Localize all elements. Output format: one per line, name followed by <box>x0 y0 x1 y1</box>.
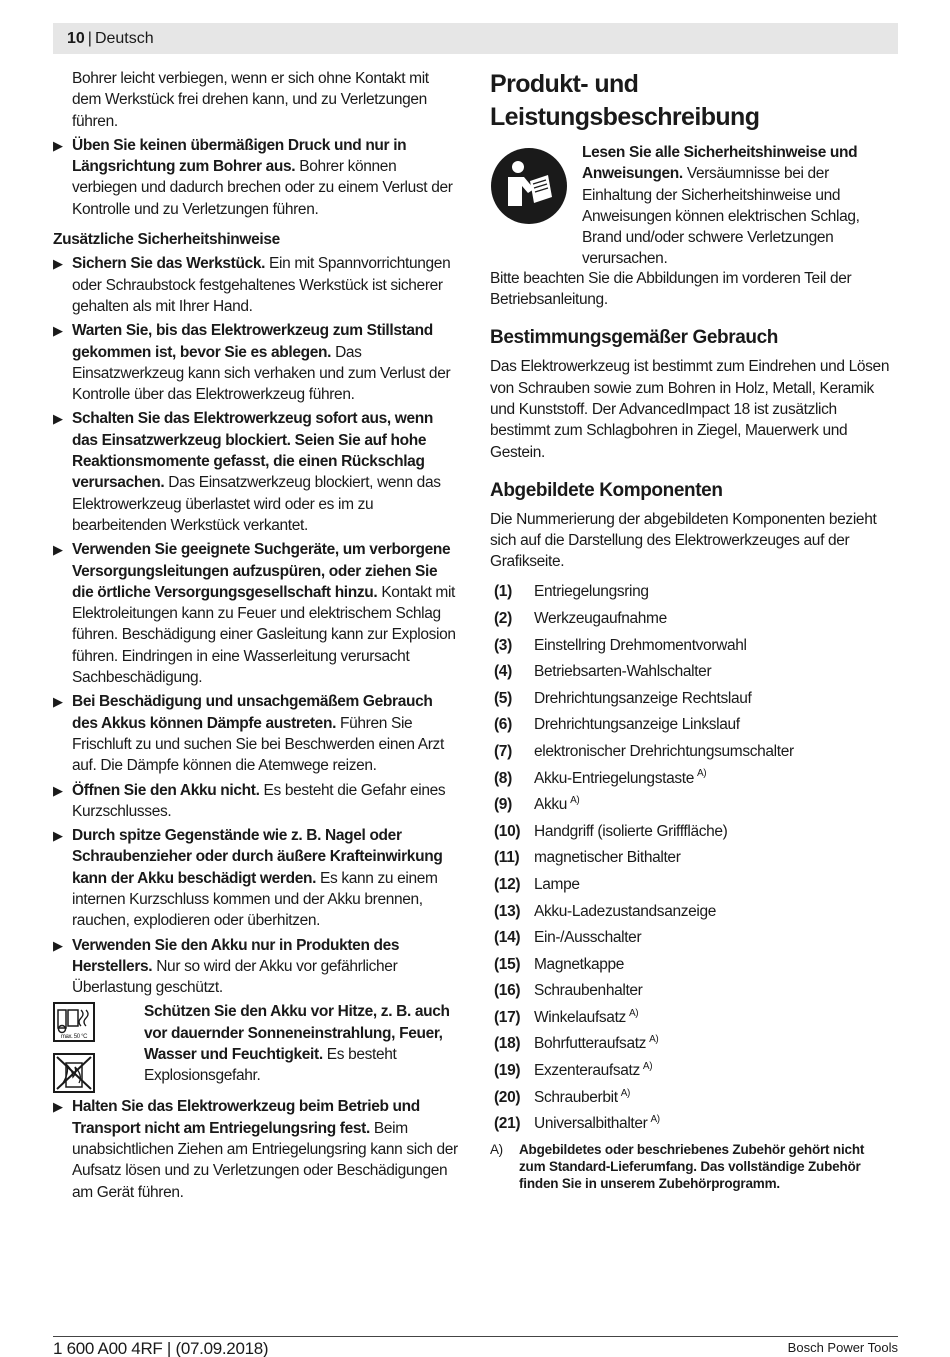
component-label <box>534 821 728 842</box>
component-label <box>534 714 740 735</box>
bullet-body-text: Bohrer können verbiegen und dadurch brechen oder zu einem Verlust der Kontrolle und zu Verletzungen führen. <box>72 158 453 218</box>
component-number: (12) <box>494 875 521 893</box>
header-separator: | <box>87 30 92 47</box>
bullet-triangle-icon: ▶ <box>53 411 63 427</box>
bullet-item <box>53 1096 458 1202</box>
bullet-body-text: Führen Sie Frischluft zu und suchen Sie bei Beschwerden einen Arzt auf. Die Dämpfe können die Atemwege reizen. <box>72 714 444 775</box>
component-label-text: Akku <box>534 796 568 814</box>
bullet-bold-text: Verwenden Sie geeignete Suchgeräte, um verborgene Versorgungsleitungen aufzuspüren, oder ziehen Sie die örtliche Versorgungsgesellschaft hinzu. <box>72 541 451 601</box>
component-label-text: Ein-/Ausschalter <box>534 929 642 947</box>
bullet-item <box>53 135 458 220</box>
battery-heat-icon <box>53 1002 95 1042</box>
component-label-text: Akku-Ladezustandsanzeige <box>534 902 717 920</box>
bullet-bold-text: Schalten Sie das Elektrowerkzeug sofort aus, wenn das Einsatzwerkzeug blockiert. Seien Sie auf hohe Reaktionsmomente gefasst, die einen Rückschlag verursachen. <box>72 410 433 492</box>
footnote-mark: A) <box>490 1142 503 1158</box>
read-manual-icon <box>490 147 568 225</box>
battery-warning <box>53 1001 458 1093</box>
component-label-text: Akku-Entriegelungstaste <box>534 769 694 787</box>
component-number: (13) <box>494 902 521 920</box>
component-number: (11) <box>494 849 520 867</box>
component-item <box>490 738 898 765</box>
component-item <box>490 845 898 872</box>
bullet-triangle-icon: ▶ <box>53 937 63 953</box>
bullet-triangle-icon: ▶ <box>53 323 63 339</box>
component-label-text: Bohrfutteraufsatz <box>534 1035 647 1053</box>
component-label <box>534 847 681 868</box>
component-label <box>534 1007 638 1028</box>
component-footnote-ref: A) <box>650 1114 660 1126</box>
component-item <box>490 818 898 845</box>
component-label <box>534 1113 660 1134</box>
component-label-text: Universalbithalter <box>534 1115 648 1133</box>
component-number: (9) <box>494 796 512 814</box>
components-list <box>490 579 898 1137</box>
component-number: (2) <box>494 609 512 627</box>
component-item <box>490 1111 898 1138</box>
component-number: (20) <box>494 1088 521 1106</box>
bullet-item <box>53 691 458 776</box>
component-label <box>534 901 716 922</box>
bullet-body-text: Es besteht die Gefahr eines Kurzschlusses. <box>72 781 446 820</box>
component-label <box>534 688 751 709</box>
bullet-triangle-icon: ▶ <box>53 694 63 710</box>
component-number: (17) <box>494 1008 521 1026</box>
bullet-body-text: Das Einsatzwerkzeug kann sich verhaken und zum Verlust der Kontrolle über das Elektrowerkzeug führen. <box>72 343 451 404</box>
subheading-safety: Zusätzliche Sicherheitshinweise <box>53 231 280 249</box>
component-label <box>534 1060 652 1081</box>
component-item <box>490 951 898 978</box>
footnote <box>490 1141 898 1192</box>
component-label <box>534 661 711 682</box>
footer-brand: Bosch Power Tools <box>787 1340 898 1355</box>
bullet-group-2 <box>53 253 458 998</box>
bullet-bold-text: Bei Beschädigung und unsachgemäßem Gebrauch des Akkus können Dämpfe austreten. <box>72 693 433 732</box>
bullet-body-text: Es kann zu einem internen Kurzschluss kommen und der Akku brennen, rauchen, explodieren oder überhitzen. <box>72 869 438 930</box>
bullet-body-text: Nur so wird der Akku vor gefährlicher Überlastung geschützt. <box>72 957 398 997</box>
bullet-item <box>53 935 458 999</box>
component-label-text: magnetischer Bithalter <box>534 849 681 867</box>
bullet-bold-text: Verwenden Sie den Akku nur in Produkten des Herstellers. <box>72 936 400 975</box>
component-number: (19) <box>494 1062 521 1080</box>
component-item <box>490 1004 898 1031</box>
footer-rule <box>53 1336 898 1337</box>
component-label-text: Drehrichtungsanzeige Linkslauf <box>534 716 740 734</box>
component-item <box>490 765 898 792</box>
bullet-bold-text: Üben Sie keinen übermäßigen Druck und nur in Längsrichtung zum Bohrer aus. <box>72 136 407 176</box>
no-fire-water-icon <box>53 1053 95 1093</box>
bullet-group-3 <box>53 1096 458 1202</box>
component-label-text: Drehrichtungsanzeige Rechtslauf <box>534 689 752 707</box>
component-label-text: Einstellring Drehmomentvorwahl <box>534 636 747 654</box>
component-number: (14) <box>494 929 521 947</box>
component-item <box>490 924 898 951</box>
battery-warning-text <box>144 1001 458 1086</box>
read-instructions-text <box>582 142 898 270</box>
component-label-text: Handgriff (isolierte Grifffläche) <box>534 822 728 840</box>
component-item <box>490 605 898 632</box>
component-label-text: Exzenteraufsatz <box>534 1062 640 1080</box>
footnote-text: Abgebildetes oder beschriebenes Zubehör gehört nicht zum Standard-Lieferumfang. Das vollständige Zubehör finden Sie in unserem Zubehörprogramm. <box>519 1142 865 1192</box>
component-label <box>534 581 649 602</box>
component-number: (21) <box>494 1115 521 1133</box>
component-label <box>534 794 579 815</box>
component-label <box>534 927 641 948</box>
section-title: Produkt- und Leistungsbeschreibung <box>490 70 760 131</box>
bullet-triangle-icon: ▶ <box>53 828 63 844</box>
bullet-bold-text: Warten Sie, bis das Elektrowerkzeug zum Stillstand gekommen ist, bevor Sie es ablegen. <box>72 322 433 361</box>
component-footnote-ref: A) <box>570 794 580 806</box>
component-number: (15) <box>494 955 521 973</box>
component-item <box>490 1084 898 1111</box>
component-number: (1) <box>494 583 512 601</box>
component-item <box>490 632 898 659</box>
component-number: (3) <box>494 636 512 654</box>
page-number: 10 <box>67 30 85 47</box>
bullet-triangle-icon: ▶ <box>53 256 63 272</box>
bullet-triangle-icon: ▶ <box>53 542 63 558</box>
bullet-item <box>53 539 458 688</box>
component-footnote-ref: A) <box>642 1060 653 1072</box>
component-label-text: Schraubenhalter <box>534 982 643 1000</box>
intended-use-text: Das Elektrowerkzeug ist bestimmt zum Eindrehen und Lösen von Schrauben sowie zum Bohren in Holz, Metall, Keramik und Kunststoff. Der AdvancedImpact 18 ist zusätzlich bestimmt zum Schlagbohren in Ziegel, Mauerwerk und Gestein. <box>490 358 890 461</box>
intended-use-heading: Bestimmungsgemäßer Gebrauch <box>490 327 779 349</box>
left-column <box>53 68 458 1203</box>
bullet-item <box>53 780 458 823</box>
component-label-text: Magnetkappe <box>534 955 625 973</box>
bullet-triangle-icon: ▶ <box>53 782 63 798</box>
header-language: Deutsch <box>94 30 154 47</box>
bullet-bold-text: Durch spitze Gegenstände wie z. B. Nagel oder Schraubenzieher oder durch äußere Krafteinwirkung kann der Akku beschädigt werden. <box>72 827 443 887</box>
read-instructions-block <box>490 142 898 270</box>
component-number: (5) <box>494 689 512 707</box>
battery-warning-rest: Es besteht Explosionsgefahr. <box>144 1046 397 1085</box>
component-item <box>490 898 898 925</box>
component-label-text: Werkzeugaufnahme <box>534 609 667 627</box>
components-heading: Abgebildete Komponenten <box>490 479 723 501</box>
component-label <box>534 954 624 975</box>
component-item <box>490 978 898 1005</box>
read-instructions-bold: Lesen Sie alle Sicherheitshinweise und Anweisungen. <box>582 144 858 183</box>
bullet-item <box>53 253 458 317</box>
footer-doc-id: 1 600 A00 4RF | (07.09.2018) <box>53 1339 269 1357</box>
components-intro: Die Nummerierung der abgebildeten Komponenten bezieht sich auf die Darstellung des Elektrowerkzeuges auf der Grafikseite. <box>490 510 877 571</box>
component-item <box>490 659 898 686</box>
component-item <box>490 792 898 819</box>
heat-icon-label: max. 50 °C <box>60 1034 88 1041</box>
component-footnote-ref: A) <box>628 1007 639 1019</box>
component-number: (18) <box>494 1035 521 1053</box>
component-label <box>534 1087 630 1108</box>
bullet-bold-text: Öffnen Sie den Akku nicht. <box>72 781 260 799</box>
read-instructions-rest: Versäumnisse bei der Einhaltung der Sicherheitshinweise und Anweisungen können elektrischen Schlag, Brand und/oder schwere Verletzungen verursachen. <box>582 165 860 268</box>
bullet-bold-text: Sichern Sie das Werkstück. <box>72 255 266 273</box>
bullet-item <box>53 825 458 931</box>
read-note: Bitte beachten Sie die Abbildungen im vorderen Teil der Betriebsanleitung. <box>490 269 852 309</box>
right-column <box>490 68 898 1192</box>
component-label-text: Betriebsarten-Wahlschalter <box>534 663 712 681</box>
component-number: (8) <box>494 769 512 787</box>
component-item <box>490 1031 898 1058</box>
component-item <box>490 1057 898 1084</box>
component-item <box>490 871 898 898</box>
bullet-body-text: Beim unabsichtlichen Ziehen am Entriegelungsring kann sich der Aufsatz lösen und zu Verletzungen oder Beschädigungen am Gerät führen. <box>72 1119 458 1201</box>
component-label-text: Schrauberbit <box>534 1088 618 1106</box>
component-label-text: elektronischer Drehrichtungsumschalter <box>534 742 794 760</box>
bullet-group-1 <box>53 135 458 220</box>
bullet-body-text: Kontakt mit Elektroleitungen kann zu Feuer und elektrischem Schlag führen. Beschädigung einer Gasleitung kann zur Explosion führen. Eindringen in eine Wasserleitung verursacht Sachbeschädigung. <box>72 583 456 687</box>
bullet-triangle-icon: ▶ <box>53 137 63 153</box>
bullet-item <box>53 408 458 536</box>
component-label <box>534 768 706 789</box>
page-header <box>53 23 898 54</box>
component-item <box>490 685 898 712</box>
component-label <box>534 635 747 656</box>
component-number: (6) <box>494 716 512 734</box>
warning-icons <box>53 1002 95 1103</box>
intro-paragraph: Bohrer leicht verbiegen, wenn er sich ohne Kontakt mit dem Werkstück frei drehen kann, und zu Verletzungen führen. <box>72 70 429 130</box>
bullet-bold-text: Halten Sie das Elektrowerkzeug beim Betrieb und Transport nicht am Entriegelungsring fest. <box>72 1098 420 1137</box>
component-label <box>534 980 643 1001</box>
component-label-text: Lampe <box>534 875 580 893</box>
component-footnote-ref: A) <box>620 1087 630 1099</box>
component-label-text: Winkelaufsatz <box>534 1008 626 1026</box>
component-label <box>534 608 667 629</box>
component-number: (16) <box>494 982 521 1000</box>
component-label <box>534 741 794 762</box>
component-footnote-ref: A) <box>696 768 707 780</box>
component-label <box>534 874 580 895</box>
header-text <box>67 29 154 49</box>
component-label <box>534 1033 658 1054</box>
component-item <box>490 712 898 739</box>
component-item <box>490 579 898 606</box>
bullet-triangle-icon: ▶ <box>53 1099 63 1115</box>
component-footnote-ref: A) <box>649 1034 659 1046</box>
component-number: (4) <box>494 663 512 681</box>
battery-warning-bold: Schützen Sie den Akku vor Hitze, z. B. auch vor dauernder Sonneneinstrahlung, Feuer, Wasser und Feuchtigkeit. <box>144 1003 450 1064</box>
bullet-body-text: Ein mit Spannvorrichtungen oder Schraubstock festgehaltenes Werkstück ist sicherer gehalten als mit Ihrer Hand. <box>72 255 451 315</box>
component-number: (7) <box>494 742 512 760</box>
bullet-item <box>53 320 458 405</box>
component-label-text: Entriegelungsring <box>534 583 649 601</box>
component-number: (10) <box>494 822 521 840</box>
bullet-body-text: Das Einsatzwerkzeug blockiert, wenn das Elektrowerkzeug überlastet wird oder es im zu bearbeitenden Werkstück verkantet. <box>72 474 441 534</box>
